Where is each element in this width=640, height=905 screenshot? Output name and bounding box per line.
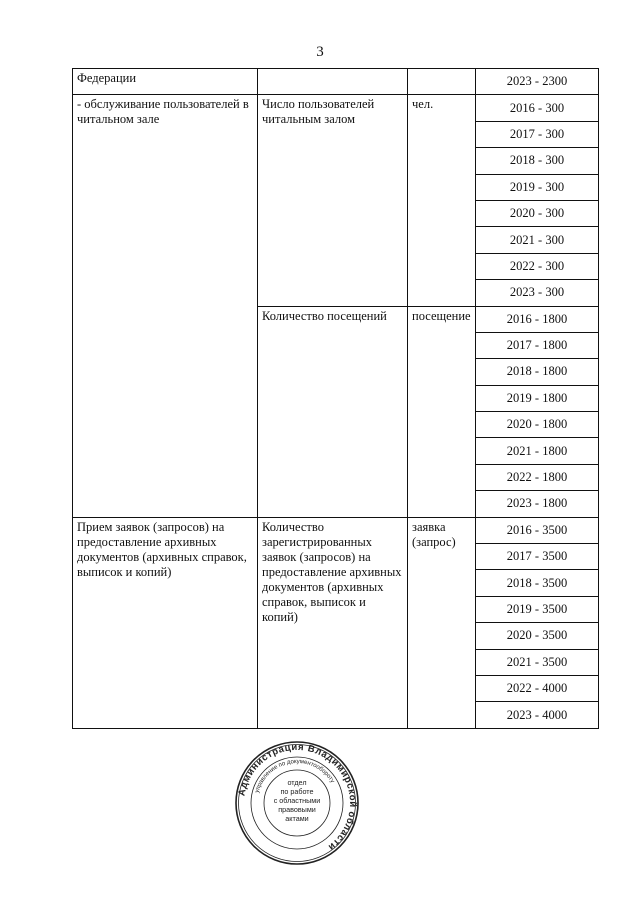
value-cell: 2023 - 1800 (476, 491, 599, 517)
value-cell: 2019 - 3500 (476, 596, 599, 622)
service-cell: Прием заявок (запросов) на предоставление архивных документов (архивных справок, выписок и копий) (73, 517, 258, 728)
official-stamp (234, 740, 360, 866)
value-cell: 2023 - 2300 (476, 69, 599, 95)
value-cell: 2020 - 300 (476, 200, 599, 226)
stamp-center-line: правовыми (278, 805, 316, 814)
unit-cell (408, 69, 476, 95)
unit-cell: чел. (408, 95, 476, 306)
value-cell: 2016 - 1800 (476, 306, 599, 332)
stamp-center-line: с областными (273, 796, 321, 805)
page-number: 3 (316, 44, 324, 60)
stamp-center-line: отдел (287, 778, 307, 787)
value-cell: 2021 - 1800 (476, 438, 599, 464)
value-cell: 2023 - 4000 (476, 702, 599, 728)
service-cell: Федерации (73, 69, 258, 95)
stamp-outer-text: Администрация Владимирской области (236, 741, 359, 853)
indicators-table (72, 68, 599, 729)
value-cell: 2022 - 1800 (476, 464, 599, 490)
value-cell: 2023 - 300 (476, 280, 599, 306)
stamp-center-line: по работе (280, 787, 314, 796)
stamp-center-line: актами (285, 814, 309, 823)
value-cell: 2018 - 1800 (476, 359, 599, 385)
value-cell: 2018 - 300 (476, 148, 599, 174)
unit-cell: посещение (408, 306, 476, 517)
table-row (73, 95, 599, 121)
value-cell: 2020 - 1800 (476, 412, 599, 438)
unit-cell: заявка (запрос) (408, 517, 476, 728)
indicator-cell: Количество зарегистрированных заявок (запросов) на предоставление архивных документов (архивных справок, выписок и копий) (258, 517, 408, 728)
table-row (73, 69, 599, 95)
value-cell: 2020 - 3500 (476, 623, 599, 649)
value-cell: 2021 - 3500 (476, 649, 599, 675)
value-cell: 2017 - 3500 (476, 544, 599, 570)
value-cell: 2016 - 300 (476, 95, 599, 121)
stamp-middle-text: управление по документообороту (254, 758, 336, 794)
indicator-cell: Количество посещений (258, 306, 408, 517)
value-cell: 2022 - 4000 (476, 675, 599, 701)
value-cell: 2019 - 1800 (476, 385, 599, 411)
table-row (73, 517, 599, 543)
value-cell: 2021 - 300 (476, 227, 599, 253)
value-cell: 2022 - 300 (476, 253, 599, 279)
value-cell: 2017 - 1800 (476, 332, 599, 358)
indicator-cell (258, 69, 408, 95)
indicator-cell: Число пользователей читальным залом (258, 95, 408, 306)
service-cell: - обслуживание пользователей в читальном зале (73, 95, 258, 517)
value-cell: 2016 - 3500 (476, 517, 599, 543)
value-cell: 2019 - 300 (476, 174, 599, 200)
value-cell: 2018 - 3500 (476, 570, 599, 596)
value-cell: 2017 - 300 (476, 121, 599, 147)
